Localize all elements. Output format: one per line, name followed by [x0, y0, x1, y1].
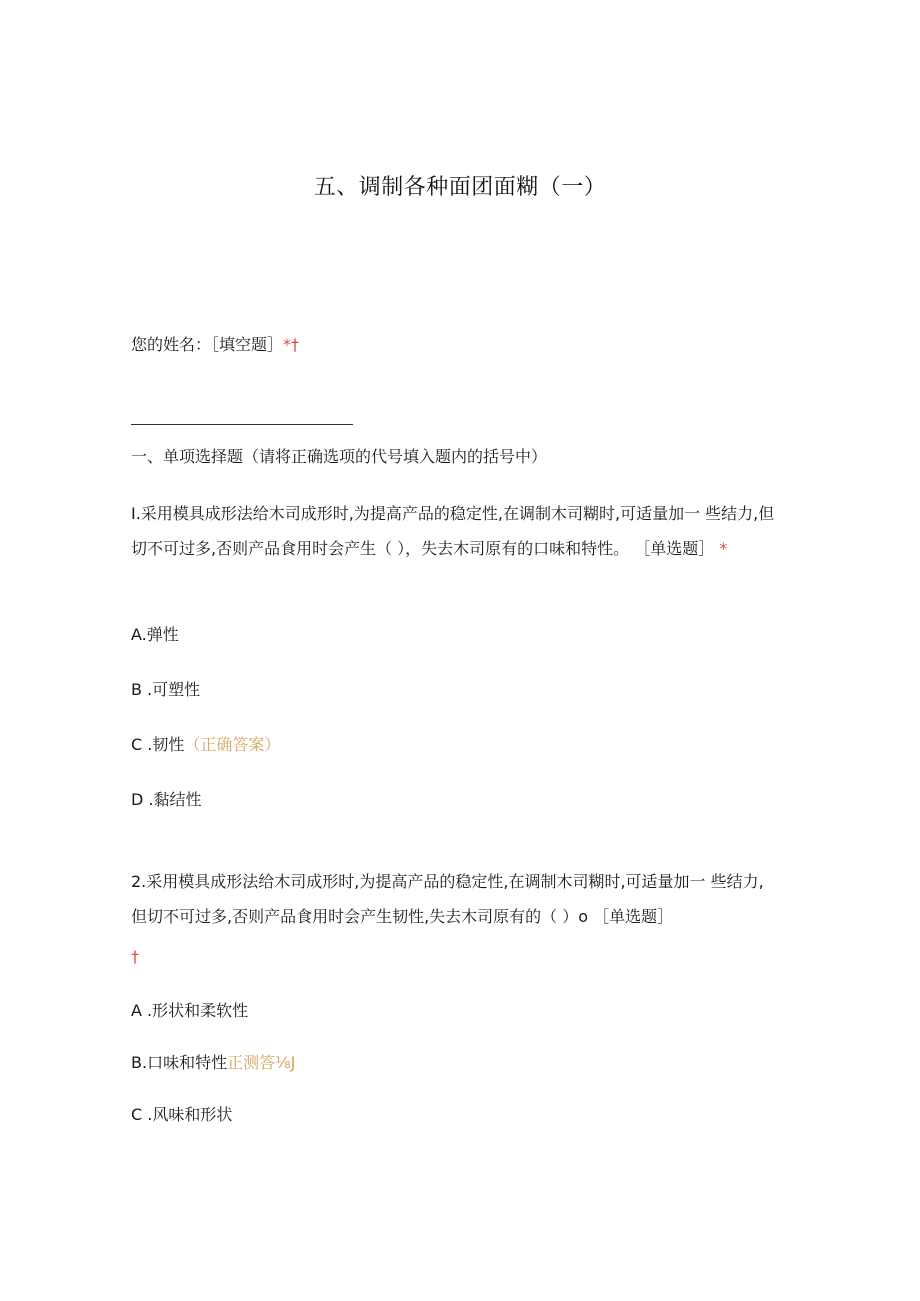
question-1-option-c[interactable] — [131, 734, 280, 756]
question-1-option-a[interactable] — [131, 624, 179, 646]
option-label: B .可塑性 — [131, 680, 201, 699]
question-1 — [131, 496, 776, 566]
required-marker: † — [131, 947, 139, 966]
required-marker: *† — [283, 335, 300, 354]
question-2-option-a[interactable] — [131, 1000, 248, 1022]
question-1-option-b[interactable] — [131, 679, 200, 701]
correct-answer-note: （正确答案） — [184, 735, 281, 754]
name-question — [131, 327, 299, 362]
question-2-option-b[interactable] — [131, 1052, 295, 1074]
name-answer-line[interactable] — [131, 424, 353, 425]
option-label: C .韧性 — [131, 735, 185, 754]
option-label: C .风味和形状 — [131, 1105, 233, 1124]
option-label: B.口味和特性 — [131, 1053, 228, 1072]
name-question-label: 您的姓名：［填空题］ — [131, 335, 284, 354]
required-marker: * — [719, 539, 728, 558]
question-2-marker-line — [131, 940, 139, 974]
section-heading: 一、单项选择题（请将正确选项的代号填入题内的括号中） — [131, 447, 548, 466]
question-1-text: I.采用模具成形法给木司成形时,为提高产品的稳定性,在调制木司糊时,可适量加一 些结力,但切不可过多,否则产品食用时会产生（ ），失去木司原有的口味和特性。 ［单选题］ — [131, 504, 775, 558]
option-label: A.弹性 — [131, 625, 179, 644]
option-label: A .形状和柔软性 — [131, 1001, 249, 1020]
page-title: 五、调制各种面团面糊（一） — [313, 175, 607, 200]
question-2-option-c[interactable] — [131, 1104, 232, 1126]
question-2-text: 2.采用模具成形法给木司成形时,为提高产品的稳定性,在调制木司糊时,可适量加一 些结力,但切不可过多,否则产品食用时会产生韧性,失去木司原有的（ ）o ［单选题］ — [131, 872, 764, 926]
option-label: D .黏结性 — [131, 790, 202, 809]
correct-answer-note: 正测答⅛J — [227, 1053, 296, 1072]
question-1-option-d[interactable] — [131, 789, 202, 811]
question-2 — [131, 864, 776, 934]
